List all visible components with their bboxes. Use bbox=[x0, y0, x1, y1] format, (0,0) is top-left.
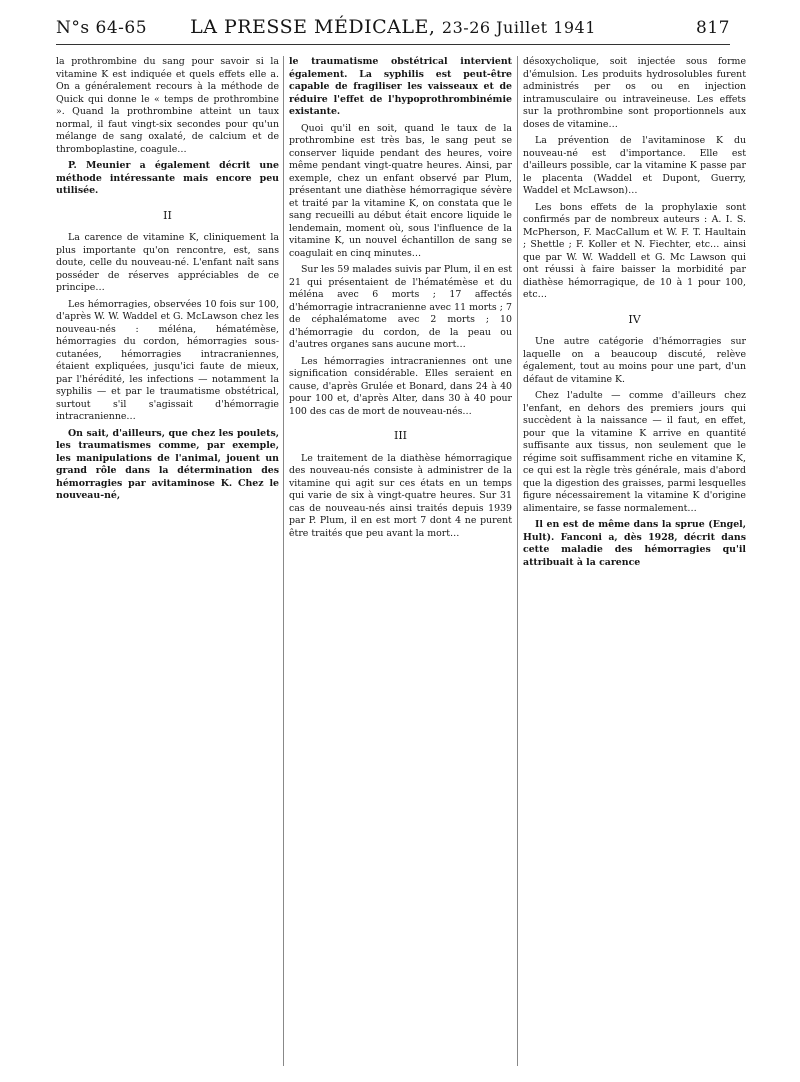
paragraph: Une autre catégorie d'hémorragies sur laquelle on a beaucoup discuté, relève également, tout au moins pour une part, d'un défaut de vitamine K. bbox=[523, 336, 746, 385]
text-column-3 bbox=[523, 56, 746, 1066]
column-divider-2 bbox=[517, 56, 518, 1066]
text-column-2 bbox=[289, 56, 512, 1066]
paragraph: La carence de vitamine K, cliniquement la plus importante qu'on rencontre, est, sans doute, celle du nouveau-né. L'enfant naît sans posséder de réserves appréciables de ce principe… bbox=[56, 232, 279, 293]
section-heading-3: III bbox=[393, 429, 408, 442]
page-header bbox=[56, 16, 730, 42]
paragraph: la prothrombine du sang pour savoir si la vitamine K est indiquée et quels effets elle a. On a généralement recours à la méthode de Quick qui donne le « temps de prothrombine ». Quand la prothrombine atteint un taux normal, il faut vingt-six secondes pour qu'un mélange de sang oxalaté, de calcium et de thromboplastine, coagule… bbox=[56, 56, 279, 155]
paragraph: Les hémorragies intracraniennes ont une signification considérable. Elles seraient en cause, d'après Grulée et Bonard, dans 24 à 40 pour 100 et, d'après Alter, dans 30 à 40 pour 100 des cas de mort de nouveau-nés… bbox=[289, 355, 512, 417]
journal-title: LA PRESSE MÉDICALE, bbox=[190, 16, 436, 38]
paragraph: Quoi qu'il en soit, quand le taux de la prothrombine est très bas, le sang peut se conserver liquide pendant des heures, voire même pendant vingt-quatre heures. Ainsi, par exemple, chez un enfant observé par Plum, présentant une diathèse hémorragique sévère et traité par la vitamine K, on constata que le sang recueilli au début était encore liquide le lendemain, moment où, sous l'influence de la vitamine K, un nouvel échantillon de sang se coagulait en cinq minutes… bbox=[289, 122, 512, 259]
column-divider-1 bbox=[283, 56, 284, 1066]
section-heading-4: IV bbox=[628, 312, 641, 326]
issue-date: 23-26 Juillet 1941 bbox=[441, 18, 596, 37]
paragraph: Sur les 59 malades suivis par Plum, il en est 21 qui présentaient de l'hématémèse et du méléna avec 6 morts ; 17 affectés d'hémorragie intracranienne avec 11 morts ; 7 de céphalématome avec 2 morts ; 10 d'hémorragie du cordon, de la peau ou d'autres organes sans aucune mort… bbox=[289, 264, 512, 350]
paragraph-bold: On sait, d'ailleurs, que chez les poulets, les traumatismes comme, par exemple, les manipulations de l'animal, jouent un grand rôle dans la détermination des hémorragies par avitaminose K. Chez le nouveau-né, bbox=[56, 427, 279, 501]
text-column-1 bbox=[56, 56, 279, 1066]
page-number: 817 bbox=[696, 18, 730, 38]
paragraph: La prévention de l'avitaminose K du nouveau-né est d'importance. Elle est d'ailleurs possible, car la vitamine K passe par le placenta (Waddel et Dupont, Guerry, Waddel et McLawson)… bbox=[523, 135, 746, 196]
header-rule bbox=[56, 44, 730, 45]
paragraph: Les bons effets de la prophylaxie sont confirmés par de nombreux auteurs : A. I. S. McPherson, F. MacCallum et W. F. T. Haultain ; Shettle ; F. Koller et N. Fiechter, etc… ainsi que par W. W. Waddell et G. Mc Lawson qui ont réussi à faire baisser la morbidité par diathèse hémorragique, de 10 à 1 pour 100, etc… bbox=[523, 201, 746, 300]
section-heading-2: II bbox=[163, 208, 172, 222]
paragraph-bold: P. Meunier a également décrit une méthode intéressante mais encore peu utilisée. bbox=[56, 160, 279, 196]
paragraph: Le traitement de la diathèse hémorragique des nouveau-nés consiste à administrer de la vitamine qui agit sur ces états en un temps qui varie de six à vingt-quatre heures. Sur 31 cas de nouveau-nés ainsi traités depuis 1939 par P. Plum, il en est mort 7 dont 4 ne purent être traités que peu avant la mort… bbox=[289, 452, 512, 539]
journal-title-line bbox=[56, 16, 730, 38]
paragraph: désoxycholique, soit injectée sous forme d'émulsion. Les produits hydrosolubles furent administrés per os ou en injection intramusculaire ou intraveineuse. Les effets sur la prothrombine sont proportionnels aux doses de vitamine… bbox=[523, 56, 746, 130]
paragraph: Chez l'adulte — comme d'ailleurs chez l'enfant, en dehors des premiers jours qui succèdent à la naissance — il faut, en effet, pour que la vitamine K arrive en quantité suffisante aux tissus, non seulement que le régime soit suffisamment riche en vitamine K, ce qui est la règle très générale, mais d'abord que la digestion des graisses, parmi lesquelles figure nécessairement la vitamine K d'origine alimentaire, se fasse normalement… bbox=[523, 390, 746, 514]
paragraph-bold: le traumatisme obstétrical intervient également. La syphilis est peut-être capable de fragiliser les vaisseaux et de réduire l'effet de l'hypoprothrombinémie existante. bbox=[289, 56, 512, 117]
issue-number: N°s 64-65 bbox=[56, 18, 148, 38]
paragraph-bold: Il en est de même dans la sprue (Engel, Hult). Fanconi a, dès 1928, décrit dans cette maladie des hémorragies qu'il attribuait à la carence bbox=[523, 519, 746, 568]
paragraph: Les hémorragies, observées 10 fois sur 100, d'après W. W. Waddel et G. McLawson chez les nouveau-nés : méléna, hématémèse, hémorragies du cordon, hémorragies sous-cutanées, hémorragies intracraniennes, étaient expliquées, jusqu'ici faute de mieux, par l'hérédité, les infections — notamment la syphilis — et par le traumatisme obstétrical, surtout s'il s'agissait d'hémorragie intracranienne… bbox=[56, 298, 279, 422]
